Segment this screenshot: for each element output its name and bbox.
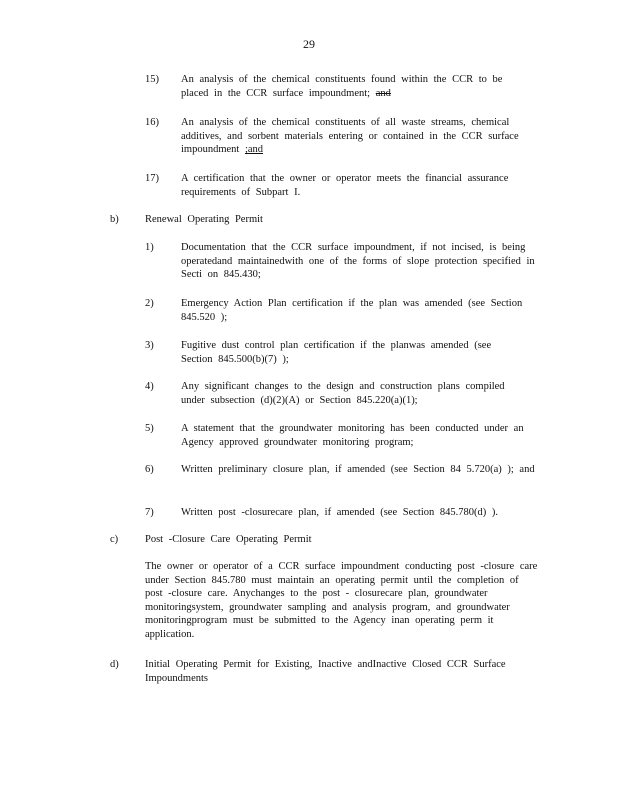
underlined-text: ;and — [244, 144, 264, 156]
section-label: d) — [110, 659, 119, 670]
page-number: 29 — [303, 37, 315, 51]
item-text: Written preliminary closure plan, if amended (see Section 84 5.720(a) ); and — [181, 464, 535, 475]
item-text: A statement that the groundwater monitoring has been conducted under an Agency approved groundwater monitoring program; — [181, 423, 524, 448]
item-number: 5) — [145, 423, 154, 434]
section-heading: Post -Closure Care Operating Permit — [145, 534, 312, 545]
item-number: 2) — [145, 298, 154, 309]
item-text: Any significant changes to the design and construction plans compiled under subsection (d)(2)(A) or Section 845.220(a)(1); — [181, 381, 505, 406]
item-text: An analysis of the chemical constituents of all waste streams, chemical additives, and sorbent materials entering or contained in the CCR surface impoundment ;and — [181, 117, 519, 156]
item-text: A certification that the owner or operator meets the financial assurance requirements of Subpart I. — [181, 173, 509, 198]
item-number: 3) — [145, 340, 154, 351]
item-number: 4) — [145, 381, 154, 392]
item-text: Written post -closurecare plan, if amended (see Section 845.780(d) ). — [181, 507, 498, 518]
section-heading: Renewal Operating Permit — [145, 214, 263, 225]
section-body: The owner or operator of a CCR surface impoundment conducting post -closure care under Section 845.780 must maintain an operating permit until the completion of post -closure care. Anychanges to the post - closurecare plan, groundwater monitoringsystem, groundwater sampling and analysis program, and groundwater monitoringprogram must be submitted to the Agency inan operating perm it application. — [145, 561, 538, 640]
item-text: Documentation that the CCR surface impoundment, if not incised, is being operatedand maintainedwith one of the forms of slope protection specified in Secti on 845.430; — [181, 242, 535, 281]
item-number: 7) — [145, 507, 154, 518]
item-text: An analysis of the chemical constituents found within the CCR to be placed in the CCR surface impoundment; and — [181, 74, 503, 99]
item-number: 1) — [145, 242, 154, 253]
item-number: 6) — [145, 464, 154, 475]
item-text: Fugitive dust control plan certification if the planwas amended (see Section 845.500(b)(7) ); — [181, 340, 492, 365]
section-heading: Initial Operating Permit for Existing, Inactive andInactive Closed CCR Surface Impoundments — [145, 659, 506, 684]
item-number: 17) — [145, 173, 159, 184]
struck-text: and — [375, 87, 391, 99]
section-label: c) — [110, 534, 119, 545]
item-number: 16) — [145, 117, 159, 128]
item-text: Emergency Action Plan certification if the plan was amended (see Section 845.520 ); — [181, 298, 523, 323]
section-label: b) — [110, 214, 119, 225]
item-number: 15) — [145, 74, 159, 85]
